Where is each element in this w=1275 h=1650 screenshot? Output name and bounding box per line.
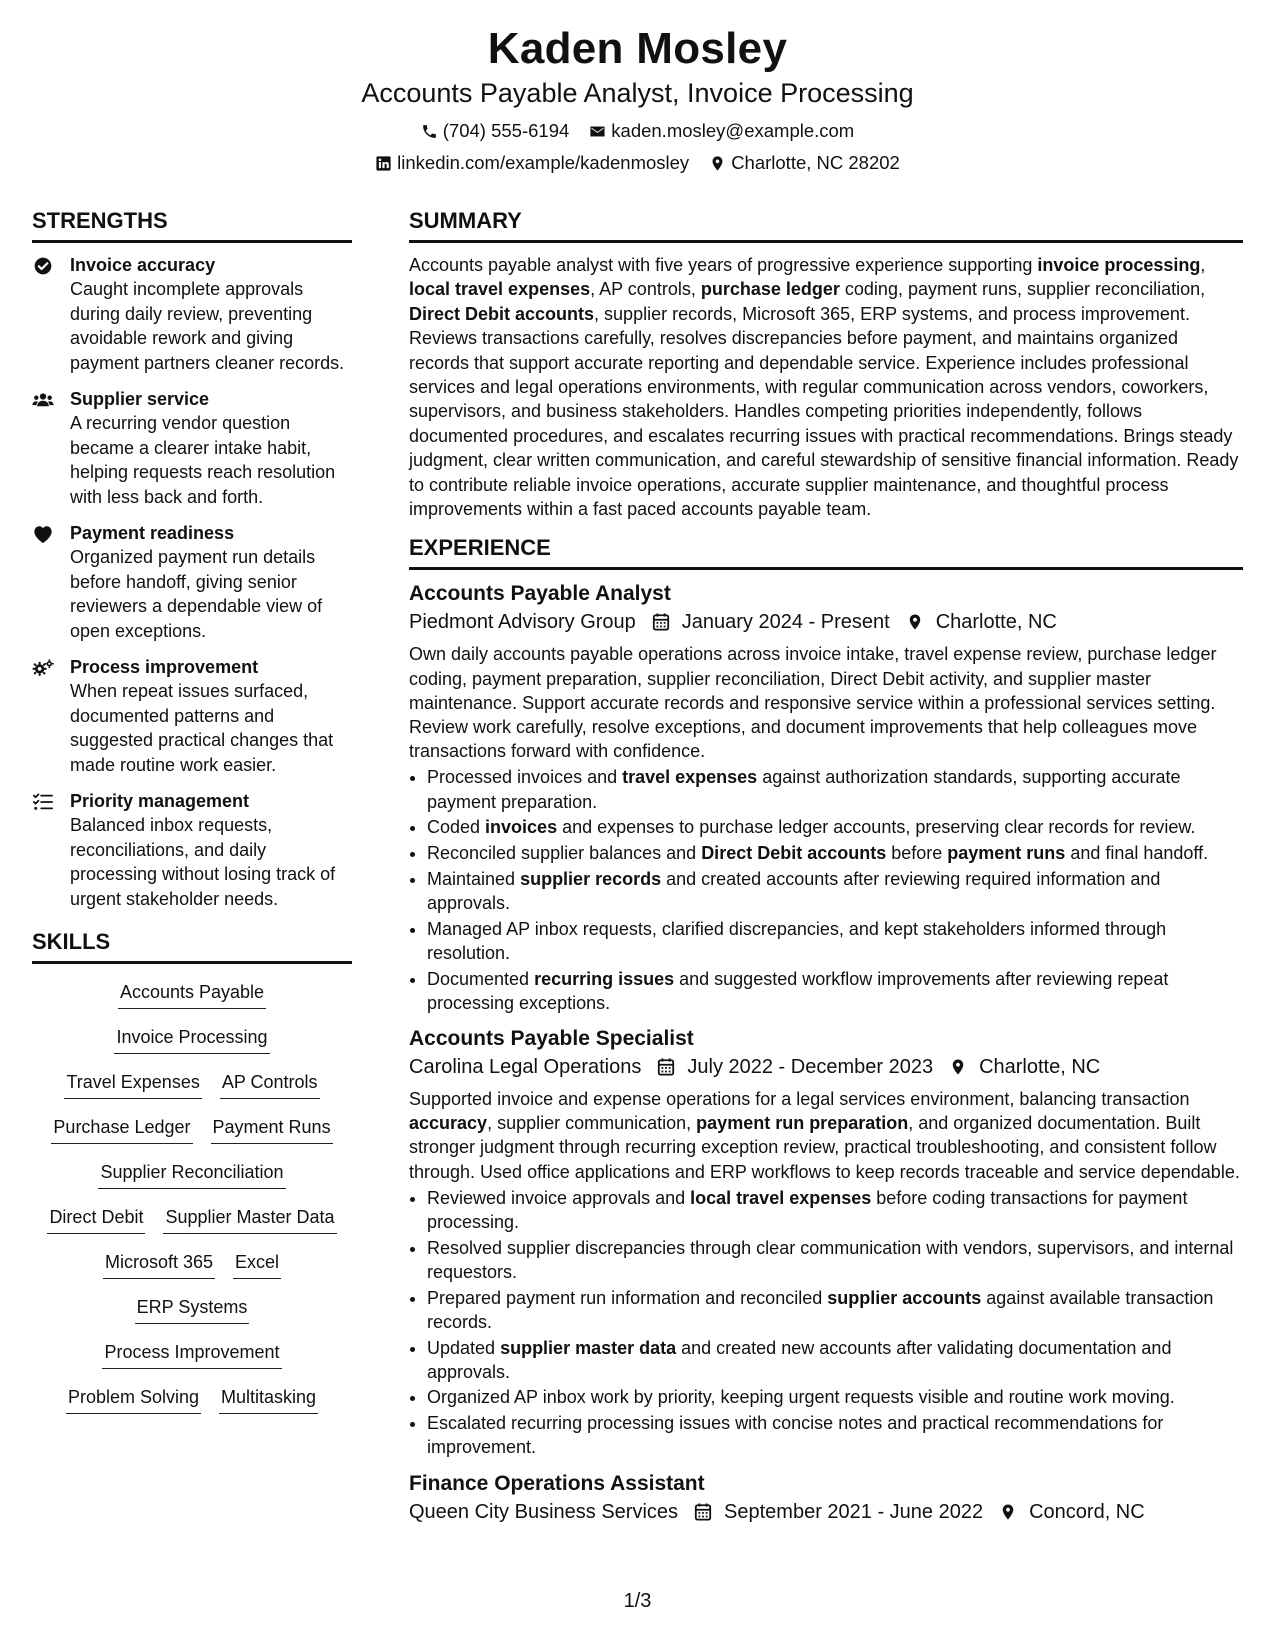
job-dates: July 2022 - December 2023 xyxy=(687,1056,934,1079)
skill-tag: Invoice Processing xyxy=(114,1025,269,1054)
text-segment: Accounts payable analyst with five years of progressive experience supporting xyxy=(409,255,1038,275)
job-location: Charlotte, NC xyxy=(979,1056,1101,1079)
gears-icon xyxy=(32,655,56,777)
skill-tag: Travel Expenses xyxy=(64,1070,201,1099)
job-title: Finance Operations Assistant xyxy=(409,1471,705,1495)
company-name: Carolina Legal Operations xyxy=(409,1056,642,1079)
skills-heading: SKILLS xyxy=(32,929,352,964)
linkedin-text: linkedin.com/example/kadenmosley xyxy=(397,152,690,173)
bold-text: payment runs xyxy=(947,843,1066,864)
skill-row xyxy=(32,1109,352,1154)
bullet-item xyxy=(427,1385,1243,1409)
bold-text: Direct Debit accounts xyxy=(701,843,887,864)
job-title: Accounts Payable Specialist xyxy=(409,1027,694,1051)
strength-name: Supplier service xyxy=(70,389,210,409)
location-text: Charlotte, NC 28202 xyxy=(731,152,900,173)
bullet-item xyxy=(427,765,1243,813)
strength-description: Caught incomplete approvals during daily review, preventing avoidable rework and giving payment partners cleaner records. xyxy=(70,279,345,373)
calendar-icon xyxy=(694,1502,712,1522)
text-segment: Reviewed invoice approvals and xyxy=(427,1187,691,1208)
bullet-item xyxy=(427,1286,1243,1334)
bullet-item xyxy=(427,867,1243,915)
job-location: Charlotte, NC xyxy=(935,611,1057,634)
text-segment: Resolved supplier discrepancies through clear communication with vendors, supervisors, and internal requestors. xyxy=(427,1237,1234,1282)
bullet-item xyxy=(427,1411,1243,1459)
company-name: Piedmont Advisory Group xyxy=(409,611,636,634)
bold-text: local travel expenses xyxy=(409,279,591,300)
job-title: Accounts Payable Analyst xyxy=(409,582,671,606)
bullet-item xyxy=(427,841,1243,865)
skill-row xyxy=(32,1244,352,1289)
skill-tag: Multitasking xyxy=(219,1385,318,1414)
job-location: Concord, NC xyxy=(1029,1500,1145,1523)
text-segment: , supplier records, Microsoft 365, ERP systems, and process improvement. Reviews transactions carefully, resolves discrepancies before payment, and maintains organized records that support accurate reporting and dependable service. Experience includes professional services and legal operations environments, with regular communication across vendors, coworkers, supervisors, and business stakeholders. Handles competing priorities independently, follows documented procedures, and escalates recurring issues with practical recommendations. Brings steady judgment, clear written communication, and careful stewardship of sensitive financial information. Ready to contribute reliable invoice operations, accurate supplier maintenance, and thoughtful process improvements within a fast paced accounts payable team. xyxy=(409,303,1239,520)
text-segment: Reconciled supplier balances and xyxy=(427,843,702,864)
map-pin-icon xyxy=(709,155,726,172)
skill-tag: Microsoft 365 xyxy=(103,1250,215,1279)
text-segment: , supplier communication, xyxy=(487,1113,697,1134)
bold-text: purchase ledger xyxy=(700,279,840,300)
job-description xyxy=(409,642,1243,763)
bold-text: invoices xyxy=(485,817,558,838)
left-column xyxy=(32,208,352,1424)
skill-tag: Direct Debit xyxy=(47,1205,145,1234)
candidate-name: Kaden Mosley xyxy=(487,24,788,73)
skill-tag: Purchase Ledger xyxy=(51,1115,192,1144)
strength-body xyxy=(70,253,352,375)
phone-icon xyxy=(421,123,438,140)
bold-text: supplier accounts xyxy=(827,1287,982,1308)
map-pin-icon xyxy=(999,1502,1017,1522)
strength-body xyxy=(70,789,352,911)
skill-row xyxy=(32,1289,352,1334)
experience-heading: EXPERIENCE xyxy=(409,535,1243,570)
bold-text: supplier master data xyxy=(500,1337,677,1358)
candidate-title: Accounts Payable Analyst, Invoice Processing xyxy=(361,78,914,108)
strengths-list xyxy=(32,253,352,911)
bold-text: recurring issues xyxy=(534,968,675,989)
right-column xyxy=(409,208,1243,1536)
summary-text xyxy=(409,253,1243,521)
email-contact[interactable] xyxy=(589,120,854,142)
skill-tag: Payment Runs xyxy=(211,1115,333,1144)
bold-text: accuracy xyxy=(409,1113,488,1134)
bold-text: travel expenses xyxy=(622,767,758,788)
skill-row xyxy=(32,1019,352,1064)
job-meta xyxy=(409,1053,1243,1081)
text-segment: against authorization standards, supporting accurate payment preparation. xyxy=(427,767,1181,812)
strengths-heading: STRENGTHS xyxy=(32,208,352,243)
strength-name: Payment readiness xyxy=(70,523,235,543)
skill-row xyxy=(32,1154,352,1199)
strength-description: A recurring vendor question became a clearer intake habit, helping requests reach resolution with less back and forth. xyxy=(70,413,336,507)
strength-body xyxy=(70,521,352,643)
skill-row xyxy=(32,1199,352,1244)
job-description xyxy=(409,1087,1243,1184)
job-entry xyxy=(409,580,1243,1015)
check-circle-icon xyxy=(32,253,56,375)
skills-list xyxy=(32,974,352,1424)
linkedin-icon xyxy=(375,155,392,172)
resume-header xyxy=(0,22,1275,174)
contact-row-2 xyxy=(0,152,1275,174)
skill-row xyxy=(32,1334,352,1379)
strength-body xyxy=(70,655,352,777)
bullet-item xyxy=(427,1236,1243,1284)
strength-item xyxy=(32,521,352,643)
job-meta xyxy=(409,608,1243,636)
text-segment: Organized AP inbox work by priority, keeping urgent requests visible and routine work moving. xyxy=(427,1387,1175,1408)
phone-contact xyxy=(421,120,570,142)
calendar-icon xyxy=(652,612,670,632)
text-segment: , and organized documentation. Built stronger judgment through recurring exception review, practical troubleshooting, and consistent follow through. Used office applications and ERP workflows to keep records traceable and service dependable. xyxy=(409,1113,1240,1182)
skill-tag: Excel xyxy=(233,1250,281,1279)
job-dates: January 2024 - Present xyxy=(681,611,890,634)
text-segment: coding, payment runs, supplier reconciliation, xyxy=(839,279,1206,300)
location-contact xyxy=(709,152,900,174)
summary-heading: SUMMARY xyxy=(409,208,1243,243)
strength-description: Organized payment run details before handoff, giving senior reviewers a dependable view of open exceptions. xyxy=(70,547,323,641)
bold-text: supplier records xyxy=(520,868,662,889)
job-bullets xyxy=(409,1186,1243,1460)
strength-item xyxy=(32,253,352,375)
text-segment: , xyxy=(1200,255,1206,275)
skill-row xyxy=(32,974,352,1019)
text-segment: Processed invoices and xyxy=(427,767,623,788)
strength-description: Balanced inbox requests, reconciliations, and daily processing without losing track of urgent stakeholder needs. xyxy=(70,815,336,909)
strength-item xyxy=(32,789,352,911)
skill-tag: Accounts Payable xyxy=(118,980,266,1009)
text-segment: against available transaction records. xyxy=(427,1287,1214,1332)
strength-item xyxy=(32,387,352,509)
bullet-item xyxy=(427,1186,1243,1234)
bold-text: Direct Debit accounts xyxy=(409,303,595,324)
phone-text: (704) 555-6194 xyxy=(442,120,570,141)
skill-tag: Supplier Master Data xyxy=(163,1205,336,1234)
strength-item xyxy=(32,655,352,777)
skill-row xyxy=(32,1064,352,1109)
text-segment: Updated xyxy=(427,1337,501,1358)
bullet-item xyxy=(427,917,1243,965)
job-bullets xyxy=(409,765,1243,1015)
bold-text: payment run preparation xyxy=(696,1113,909,1134)
text-segment: and created accounts after reviewing required information and approvals. xyxy=(427,868,1161,913)
strength-name: Process improvement xyxy=(70,657,259,677)
email-text: kaden.mosley@example.com xyxy=(611,120,855,141)
bullet-item xyxy=(427,967,1243,1015)
page-number: 1/3 xyxy=(623,1590,652,1612)
strength-name: Invoice accuracy xyxy=(70,255,216,275)
text-segment: Supported invoice and expense operations for a legal services environment, balancing transaction xyxy=(409,1089,1190,1110)
text-segment: and suggested workflow improvements after reviewing repeat processing exceptions. xyxy=(427,968,1169,1013)
strength-description: When repeat issues surfaced, documented patterns and suggested practical changes that made routine work easier. xyxy=(70,681,334,775)
calendar-icon xyxy=(657,1057,675,1077)
text-segment: before xyxy=(886,843,948,864)
bold-text: invoice processing xyxy=(1037,255,1201,275)
text-segment: and final handoff. xyxy=(1065,843,1209,864)
text-segment: Escalated recurring processing issues with concise notes and practical recommendations for improvement. xyxy=(427,1413,1164,1458)
text-segment: before coding transactions for payment processing. xyxy=(427,1187,1188,1233)
text-segment: and expenses to purchase ledger accounts, preserving clear records for review. xyxy=(557,817,1196,838)
strength-body xyxy=(70,387,352,509)
text-segment: Prepared payment run information and reconciled xyxy=(427,1287,828,1308)
text-segment: Maintained xyxy=(427,868,521,889)
bold-text: local travel expenses xyxy=(690,1187,872,1208)
text-segment: Coded xyxy=(427,817,486,838)
job-entry xyxy=(409,1470,1243,1526)
skill-tag: ERP Systems xyxy=(135,1295,250,1324)
linkedin-contact[interactable] xyxy=(375,152,689,174)
experience-list xyxy=(409,580,1243,1525)
text-segment: Managed AP inbox requests, clarified discrepancies, and kept stakeholders informed through resolution. xyxy=(427,918,1167,963)
text-segment: Own daily accounts payable operations across invoice intake, travel expense review, purchase ledger coding, payment preparation, supplier reconciliation, Direct Debit activity, and supplier master maintenance. Support accurate records and responsive service within a professional services setting. Review work carefully, resolve exceptions, and document improvements that help colleagues move transactions forward with confidence. xyxy=(409,644,1217,762)
bullet-item xyxy=(427,815,1243,839)
skill-tag: Process Improvement xyxy=(102,1340,281,1369)
job-meta xyxy=(409,1498,1243,1526)
users-icon xyxy=(32,387,56,509)
checklist-icon xyxy=(32,789,56,911)
heart-icon xyxy=(32,521,56,643)
strength-name: Priority management xyxy=(70,791,250,811)
skill-row xyxy=(32,1379,352,1424)
job-dates: September 2021 - June 2022 xyxy=(724,1500,984,1523)
job-entry xyxy=(409,1025,1243,1460)
text-segment: Documented xyxy=(427,968,535,989)
text-segment: , AP controls, xyxy=(590,279,701,300)
map-pin-icon xyxy=(949,1057,967,1077)
skill-tag: Supplier Reconciliation xyxy=(98,1160,285,1189)
envelope-icon xyxy=(589,123,606,140)
map-pin-icon xyxy=(906,612,924,632)
skill-tag: AP Controls xyxy=(220,1070,320,1099)
skill-tag: Problem Solving xyxy=(66,1385,201,1414)
bullet-item xyxy=(427,1336,1243,1384)
company-name: Queen City Business Services xyxy=(409,1500,679,1523)
contact-row-1 xyxy=(0,120,1275,142)
text-segment: and created new accounts after validating documentation and approvals. xyxy=(427,1337,1172,1382)
